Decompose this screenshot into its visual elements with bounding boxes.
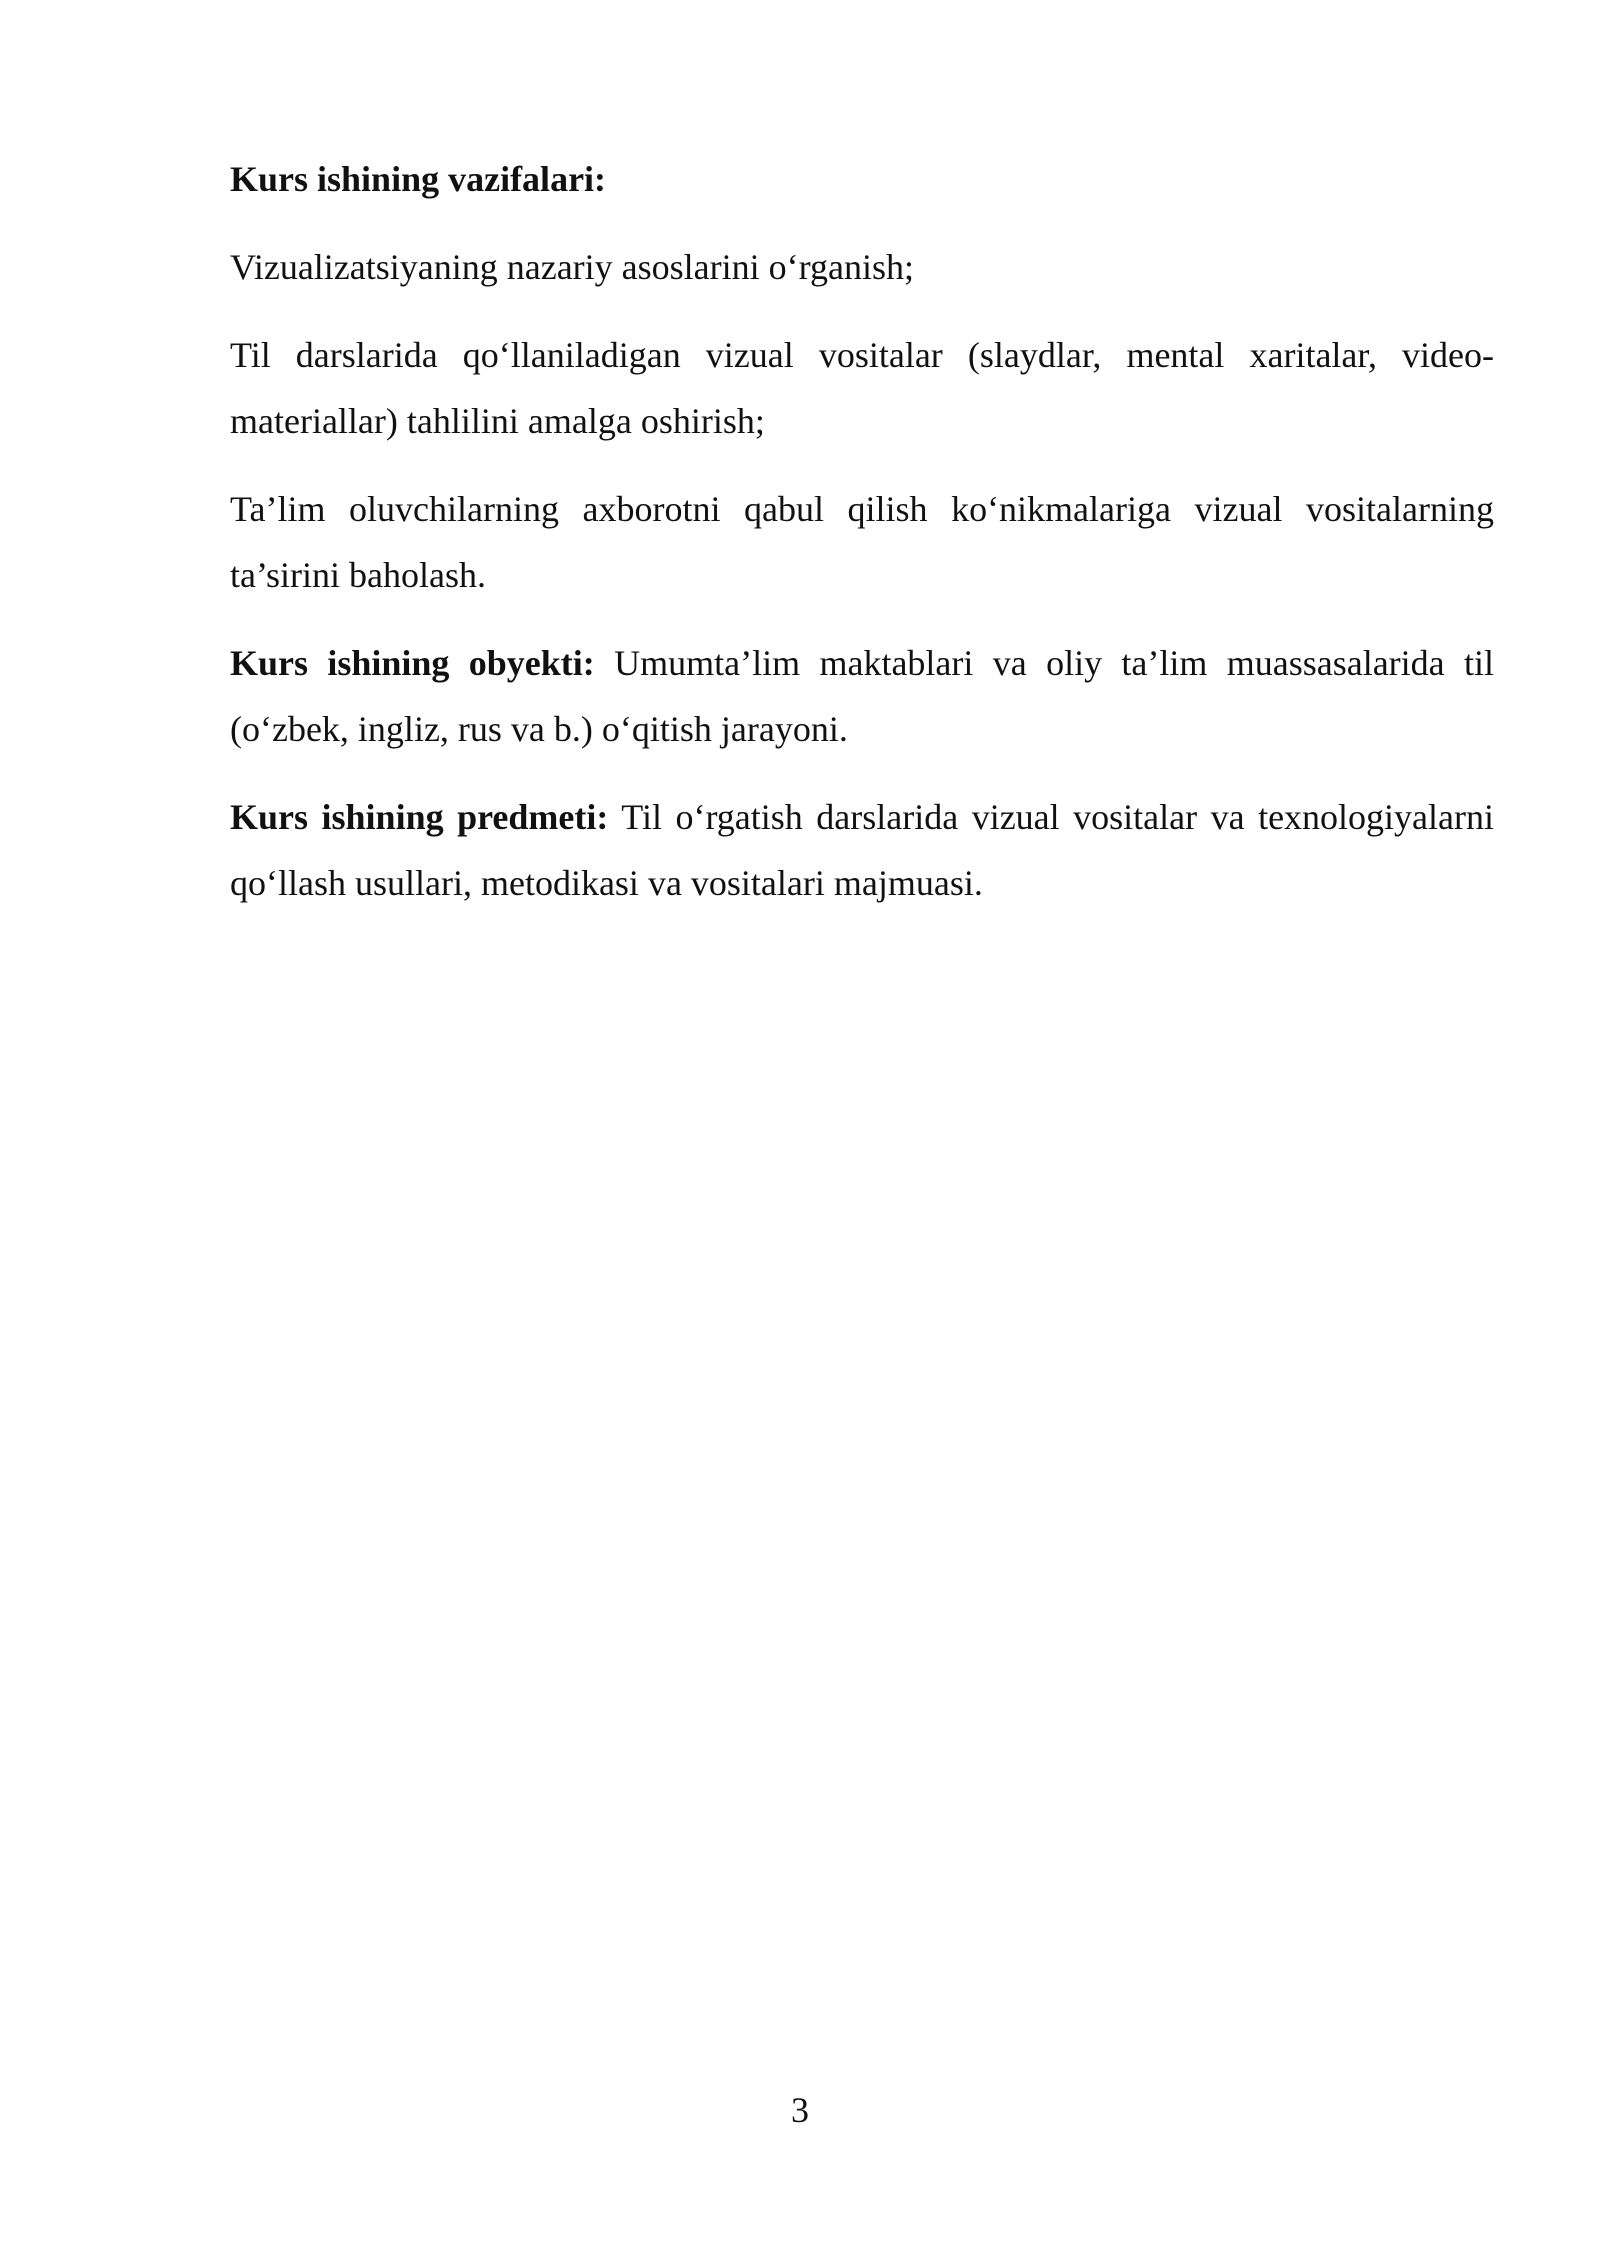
subject-label: Kurs ishining predmeti: [230, 797, 609, 837]
object-paragraph [230, 630, 1494, 762]
section-heading: Kurs ishining vazifalari: [230, 159, 607, 199]
subject-paragraph [230, 784, 1494, 916]
object-label: Kurs ishining obyekti: [230, 643, 595, 683]
object-text: Umumta’lim maktablari va oliy ta’lim muassasalarida til (o‘zbek, ingliz, rus va b.) o‘qitish jarayoni. [230, 643, 1495, 749]
task-item: Ta’lim oluvchilarning axborotni qabul qilish ko‘nikmalariga vizual vositalarning ta’sirini baholash. [230, 489, 1494, 595]
page-content [230, 146, 1494, 938]
page-number: 3 [791, 2090, 809, 2130]
task-item: Vizualizatsiyaning nazariy asoslarini o‘rganish; [230, 247, 914, 287]
task-item: Til darslarida qo‘llaniladigan vizual vositalar (slaydlar, mental xaritalar, video-materiallar) tahlilini amalga oshirish; [230, 335, 1494, 441]
subject-text: Til o‘rgatish darslarida vizual vositalar va texnologiyalarni qo‘llash usullari, metodikasi va vositalari majmuasi. [230, 797, 1495, 903]
